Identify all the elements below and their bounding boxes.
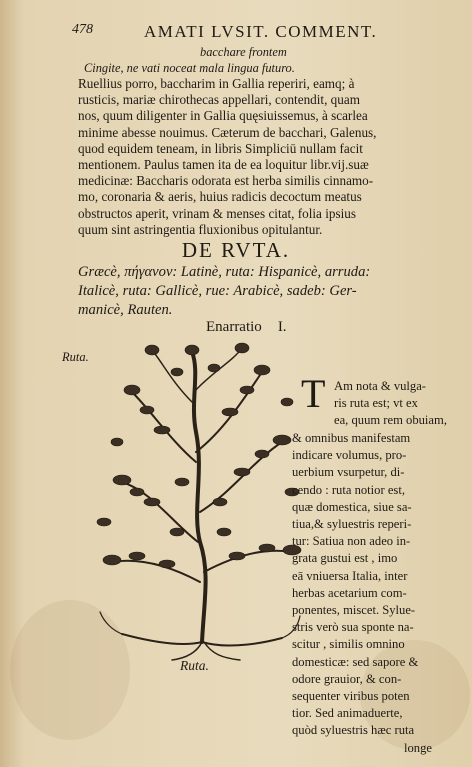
page-header xyxy=(72,22,412,42)
verse-line-1: bacchare frontem xyxy=(200,45,287,59)
plant-names-line: Italicè, ruta: Gallicè, rue: Arabicè, sadeb: Ger- xyxy=(78,283,357,299)
body-line: quod equidem teneam, in libris Simpliciū nullam facit xyxy=(78,140,363,156)
column-line: uerbium vsurpetur, di- xyxy=(292,465,405,480)
column-line: indicare volumus, pro- xyxy=(292,448,407,463)
column-line: herbas acetarium com- xyxy=(292,585,407,600)
page-number: 478 xyxy=(72,22,93,37)
body-text xyxy=(78,76,416,238)
figure-caption: Ruta. xyxy=(180,658,209,673)
column-line: domesticæ: sed sapore & xyxy=(292,654,419,669)
body-line: obstructos aperit, vrinam & menses citat, folia ipsius xyxy=(78,205,356,221)
body-line: rusticis, mariæ chirothecas appellari, contendit, quam xyxy=(78,92,360,108)
indented-lines xyxy=(334,378,447,430)
drop-cap: T xyxy=(301,371,326,416)
indented-line: ea, quum rem obuiam, xyxy=(334,413,447,428)
column-line: longe xyxy=(404,740,432,755)
enarratio-heading xyxy=(206,319,287,336)
column-line: grata gustui est , imo xyxy=(292,551,398,566)
column-line: cendo : ruta notior est, xyxy=(292,482,405,497)
enarratio-number: I. xyxy=(277,319,287,335)
enarratio-label: Enarratio xyxy=(206,319,262,335)
body-line: medicinæ: Baccharis odorata est herba similis cinnamo- xyxy=(78,173,374,189)
column-line: tur: Satiua non adeo in- xyxy=(292,534,411,549)
column-line: odore grauior, & con- xyxy=(292,671,402,686)
body-line: nos, quum diligenter in Gallia quęsiuissemus, à scarlea xyxy=(78,108,368,124)
rue-plant-woodcut xyxy=(92,342,304,662)
column-line: quòd syluestris hæc ruta xyxy=(292,723,415,738)
body-line: minime abesse nouimus. Cæterum de bacchari, Galenus, xyxy=(78,124,377,140)
verse-line-2: Cingite, ne vati noceat mala lingua futuro. xyxy=(84,61,295,75)
plant-names-line: manicè, Rauten. xyxy=(78,302,173,318)
section-title: DE RVTA. xyxy=(181,238,291,262)
margin-label: Ruta. xyxy=(62,350,89,364)
body-line: mentionem. Paulus tamen ita de ea loquitur libr.vij.suæ xyxy=(78,157,369,173)
column-line: stris verò sua sponte na- xyxy=(292,620,414,635)
commentary-column xyxy=(292,430,442,757)
column-line: eā vniuersa Italia, inter xyxy=(292,568,408,583)
body-line: Ruellius porro, baccharim in Gallia reperiri, eamq; à xyxy=(78,76,355,91)
body-line: quum sint astringentia fluxionibus opitulantur. xyxy=(78,221,323,237)
plant-names-line: Græcè, πήγανον: Latinè, ruta: Hispanicè, arruda: xyxy=(78,264,371,280)
indented-line: Am nota & vulga- xyxy=(334,379,426,393)
column-line: & omnibus manifestam xyxy=(292,431,411,445)
column-line: quæ domestica, siue sa- xyxy=(292,499,412,514)
indented-line: ris ruta est; vt ex xyxy=(334,396,418,411)
column-line: tior. Sed animaduerte, xyxy=(292,706,403,721)
running-head: AMATI LVSIT. COMMENT. xyxy=(144,22,378,41)
column-line: ponentes, miscet. Sylue- xyxy=(292,603,416,618)
column-line: scitur , similis omnino xyxy=(292,637,405,652)
body-line: mo, coronaria & aeris, huius radicis decoctum meatus xyxy=(78,189,362,205)
plant-names xyxy=(78,263,428,320)
column-line: tiua,& syluestris reperi- xyxy=(292,517,412,532)
column-line: sequenter viribus poten xyxy=(292,689,410,704)
